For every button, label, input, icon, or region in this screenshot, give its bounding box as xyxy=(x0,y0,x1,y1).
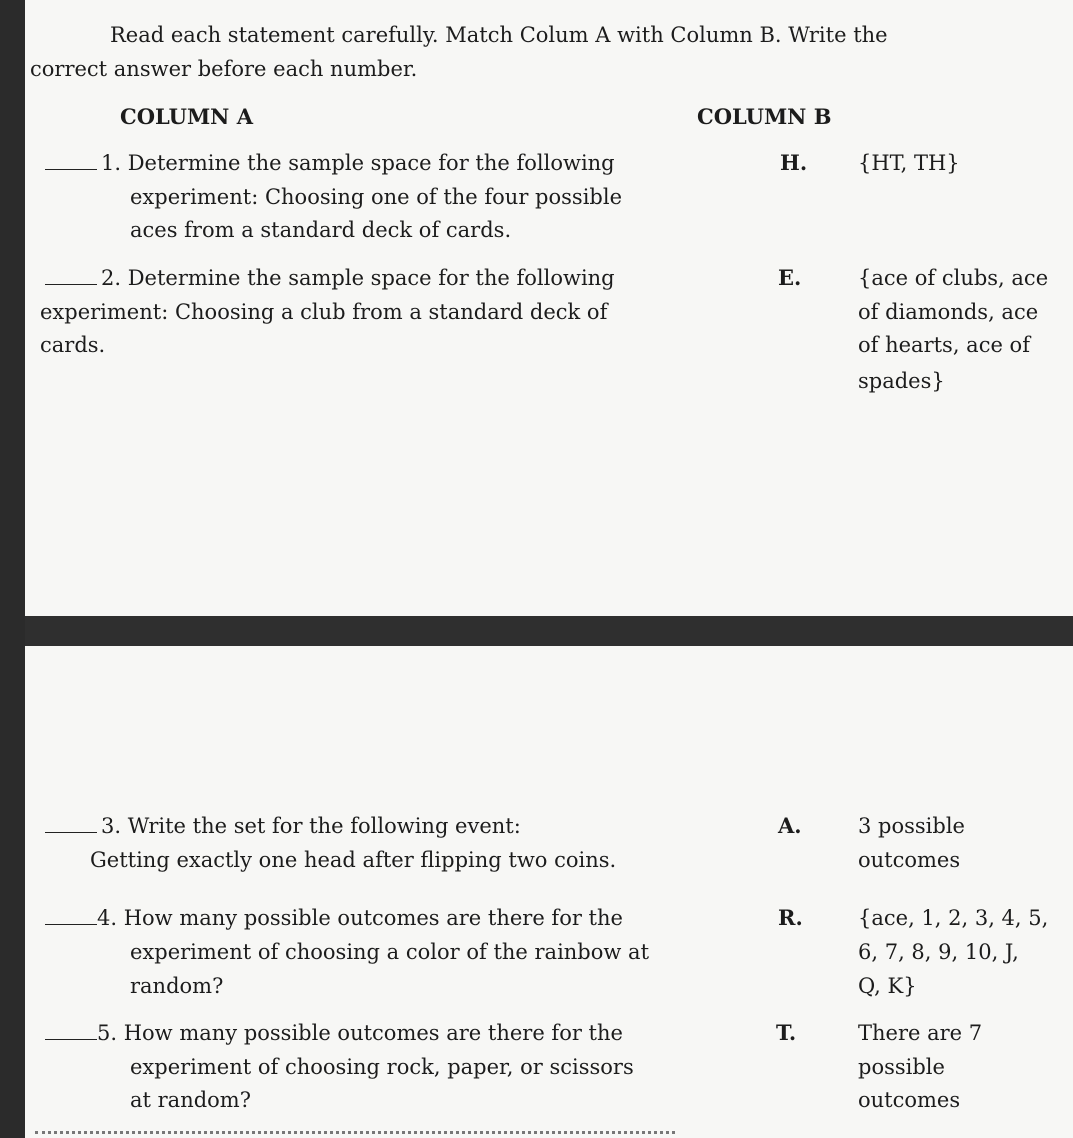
item-5-line-3: at random? xyxy=(130,1088,251,1112)
item-3-line-1: 3. Write the set for the following event: xyxy=(45,809,521,843)
answer-r-line-1: {ace, 1, 2, 3, 4, 5, xyxy=(858,906,1049,930)
answer-letter-t: T. xyxy=(776,1020,797,1045)
answer-letter-e: E. xyxy=(778,265,802,290)
answer-a-line-1: 3 possible xyxy=(858,814,965,838)
item-4-line-2: experiment of choosing a color of the rainbow at xyxy=(130,940,650,964)
answer-blank-5[interactable] xyxy=(45,1021,97,1040)
cut-off-text-edge xyxy=(35,1131,675,1137)
answer-r-line-3: Q, K} xyxy=(858,974,917,998)
column-b-header: COLUMN B xyxy=(697,104,832,129)
item-2-line-3: cards. xyxy=(40,333,106,357)
item-2-line-2: experiment: Choosing a club from a standard deck of xyxy=(40,300,608,324)
answer-h-line-1: {HT, TH} xyxy=(858,151,960,175)
answer-e-line-1: {ace of clubs, ace xyxy=(858,266,1049,290)
answer-t-line-2: possible xyxy=(858,1055,945,1079)
answer-t-line-1: There are 7 xyxy=(858,1021,983,1045)
instructions-line-1: Read each statement carefully. Match Colum A with Column B. Write the xyxy=(110,23,888,47)
answer-letter-a: A. xyxy=(778,813,802,838)
item-1-line-3: aces from a standard deck of cards. xyxy=(130,218,512,242)
item-2-line-1: 2. Determine the sample space for the following xyxy=(45,261,615,295)
answer-t-line-3: outcomes xyxy=(858,1088,961,1112)
answer-blank-4[interactable] xyxy=(45,906,97,925)
left-edge-shadow xyxy=(0,0,25,1138)
item-3-line-2: Getting exactly one head after flipping two coins. xyxy=(90,848,617,872)
answer-blank-3[interactable] xyxy=(45,814,97,833)
page-fold-band xyxy=(25,616,1073,646)
item-4-line-3: random? xyxy=(130,974,224,998)
item-5-line-1: 5. How many possible outcomes are there for the xyxy=(45,1016,623,1050)
answer-e-line-3: of hearts, ace of xyxy=(858,333,1030,357)
column-a-header: COLUMN A xyxy=(120,104,253,129)
item-5-line-2: experiment of choosing rock, paper, or scissors xyxy=(130,1055,634,1079)
answer-letter-h: H. xyxy=(780,150,808,175)
answer-blank-2[interactable] xyxy=(45,266,97,285)
answer-letter-r: R. xyxy=(778,905,803,930)
answer-r-line-2: 6, 7, 8, 9, 10, J, xyxy=(858,940,1019,964)
item-1-line-2: experiment: Choosing one of the four possible xyxy=(130,185,622,209)
answer-e-line-4: spades} xyxy=(858,369,945,393)
item-1-line-1: 1. Determine the sample space for the following xyxy=(45,146,615,180)
item-4-line-1: 4. How many possible outcomes are there for the xyxy=(45,901,623,935)
answer-blank-1[interactable] xyxy=(45,151,97,170)
answer-e-line-2: of diamonds, ace xyxy=(858,300,1039,324)
instructions-line-2: correct answer before each number. xyxy=(30,57,418,81)
answer-a-line-2: outcomes xyxy=(858,848,961,872)
